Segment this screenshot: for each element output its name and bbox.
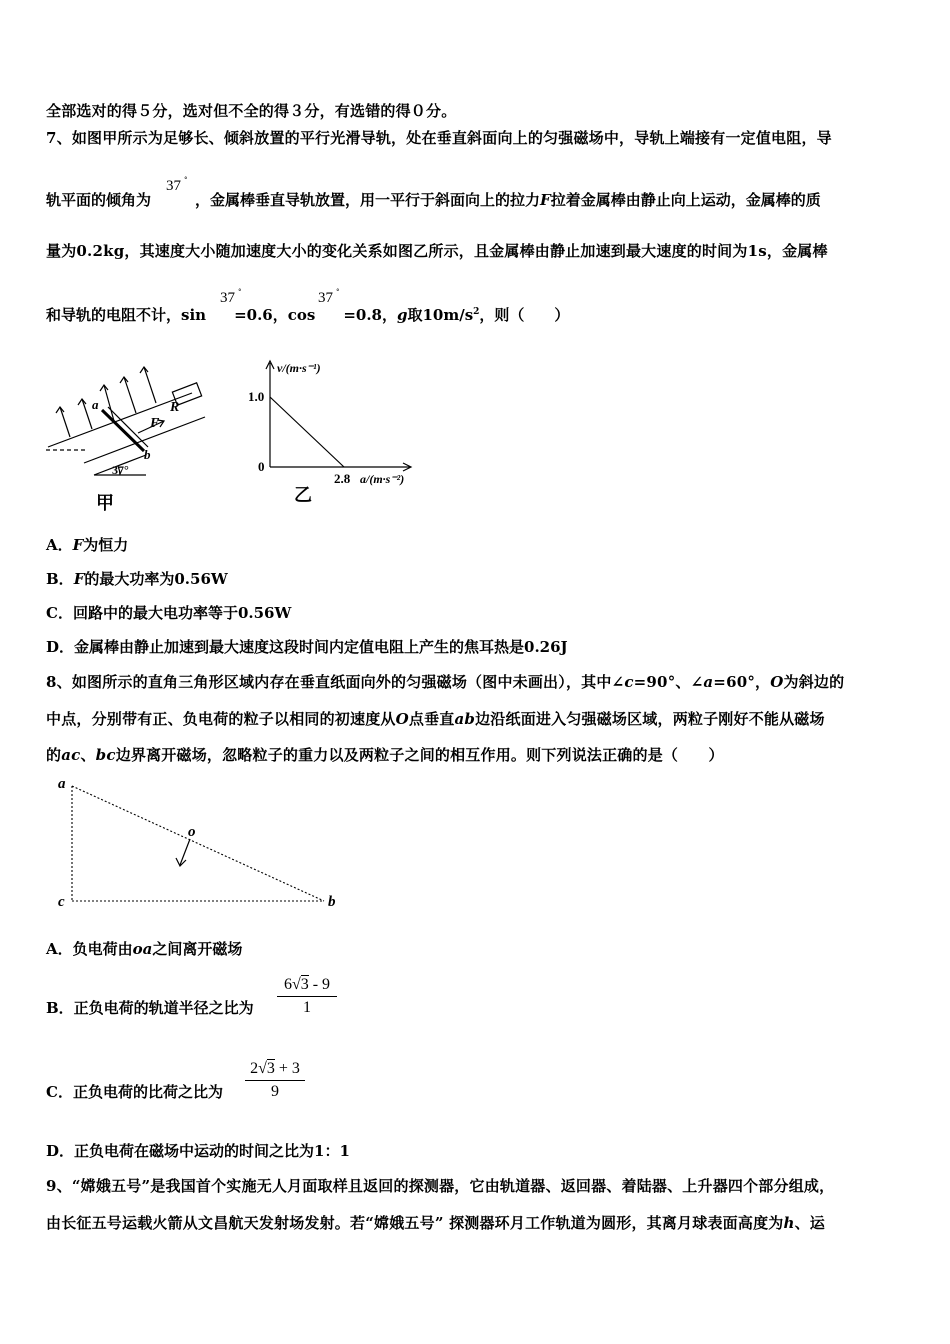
q8-line3 bbox=[46, 745, 906, 765]
q8-option-d: D．正负电荷在磁场中运动的时间之比为1：1 bbox=[46, 1142, 350, 1160]
tri-label-a: a bbox=[58, 776, 66, 792]
label-R: R bbox=[170, 400, 180, 415]
q8-var-ac: ac bbox=[61, 746, 81, 764]
q8-line2 bbox=[46, 709, 906, 729]
field-arrows bbox=[56, 367, 156, 437]
q8-line3-a: 的 bbox=[46, 746, 62, 764]
sqrt-sign-c: √ bbox=[258, 1060, 267, 1077]
q8-b-coef: 6 bbox=[283, 976, 292, 993]
label-a: a bbox=[92, 397, 99, 412]
q8-line1 bbox=[46, 672, 906, 692]
q8-line2-a: 中点，分别带有正、负电荷的粒子以相同的初速度从 bbox=[46, 710, 396, 728]
q7-option-b-var: F bbox=[73, 570, 85, 588]
q9-line2-post: 、运 bbox=[794, 1214, 825, 1232]
q8-line2-c: 边沿纸面进入匀强磁场区域，两粒子刚好不能从磁场 bbox=[475, 710, 825, 728]
q8-option-b-fraction bbox=[277, 976, 337, 1017]
q7-line4-end: ，则（ ） bbox=[479, 306, 570, 324]
q7-line4-post: 取10m/s bbox=[407, 306, 474, 324]
q7-line4 bbox=[46, 302, 569, 325]
q7-var-g: g bbox=[396, 306, 408, 324]
q8-option-a-post: 之间离开磁场 bbox=[152, 940, 243, 958]
figure-jia bbox=[40, 355, 220, 520]
x-tick: 2.8 bbox=[334, 471, 351, 486]
q7-option-c-text: 回路中的最大电功率等于0.56W bbox=[72, 604, 292, 622]
x-axis-label: a/(m·s⁻²) bbox=[360, 472, 405, 486]
q8-c-coef: 2 bbox=[250, 1060, 259, 1077]
vel-accel-line bbox=[270, 397, 344, 467]
q8-var-O-2: O bbox=[395, 710, 409, 728]
sqrt-sign-b: √ bbox=[291, 976, 301, 993]
q8-line3-c: 边界离开磁场，忽略粒子的重力以及两粒子之间的相互作用。则下列说法正确的是（ ） bbox=[115, 746, 724, 764]
q8-option-c-fraction bbox=[245, 1060, 305, 1101]
figure-triangle bbox=[50, 770, 350, 915]
q7-line4-mid2: =0.8， bbox=[343, 306, 397, 324]
q7-angle-37-b: 37 bbox=[220, 290, 235, 306]
q7-var-F: F bbox=[540, 191, 551, 209]
q7-option-d-letter: D． bbox=[46, 638, 75, 656]
q7-option-c-letter: C． bbox=[46, 604, 73, 622]
figure-yi bbox=[240, 355, 440, 520]
tri-label-b: b bbox=[328, 894, 336, 910]
tri-label-o: o bbox=[188, 824, 196, 840]
label-37: 37° bbox=[112, 463, 129, 477]
label-jia: 甲 bbox=[96, 493, 114, 513]
q8-var-ab: ab bbox=[454, 710, 476, 728]
origin-label: 0 bbox=[258, 459, 265, 474]
q7-angle-degree-c: ° bbox=[336, 288, 340, 296]
q7-option-a-text: 为恒力 bbox=[83, 536, 129, 554]
q9-line2-pre: 由长征五号运载火箭从文昌航天发射场发射。若“嫦娥五号” 探测器环月工作轨道为圆形，其离月球表面高度为 bbox=[46, 1214, 784, 1232]
q8-line1-b: =90°、∠ bbox=[633, 673, 704, 691]
q7-option-b-text: 的最大功率为0.56W bbox=[84, 570, 228, 588]
q7-line2-pre: 轨平面的倾角为 bbox=[46, 191, 152, 209]
q8-option-a bbox=[46, 939, 242, 959]
q8-b-tail: - 9 bbox=[312, 976, 331, 993]
q8-option-a-var: oa bbox=[132, 940, 153, 958]
q9-line2 bbox=[46, 1213, 906, 1233]
q8-c-denominator: 9 bbox=[245, 1080, 305, 1101]
q8-line1-a: 8、如图所示的直角三角形区域内存在垂直纸面向外的匀强磁场（图中未画出），其中∠ bbox=[46, 673, 625, 691]
label-b: b bbox=[144, 447, 151, 462]
hypotenuse-ab bbox=[72, 786, 324, 901]
q7-angle-37-a: 37 bbox=[166, 178, 181, 194]
q7-option-a-var: F bbox=[72, 536, 84, 554]
q7-option-b bbox=[46, 569, 228, 589]
q7-angle-degree-b: ° bbox=[238, 288, 242, 296]
tri-label-c: c bbox=[58, 894, 65, 910]
q8-option-c: C．正负电荷的比荷之比为 bbox=[46, 1083, 223, 1101]
y-tick: 1.0 bbox=[248, 389, 265, 404]
q7-line2 bbox=[46, 190, 821, 210]
q7-option-d-text: 金属棒由静止加速到最大速度这段时间内定值电阻上产生的焦耳热是0.26J bbox=[74, 638, 568, 656]
q7-line2-b: 拉着金属棒由静止向上运动，金属棒的质 bbox=[550, 191, 821, 209]
q7-line3: 量为0.2kg，其速度大小随加速度大小的变化关系如图乙所示，且金属棒由静止加速到最大速度的时间为1s，金属棒 bbox=[46, 242, 828, 260]
q8-c-radicand: 3 bbox=[266, 1060, 275, 1077]
q8-option-b: B．正负电荷的轨道半径之比为 bbox=[46, 999, 254, 1017]
q8-line2-b: 点垂直 bbox=[408, 710, 455, 728]
q8-c-tail: + 3 bbox=[278, 1060, 300, 1077]
q7-option-d bbox=[46, 637, 568, 657]
q7-line4-pre: 和导轨的电阻不计，sin bbox=[46, 306, 207, 324]
q7-line4-sup: 2 bbox=[473, 307, 480, 317]
intro-line: 全部选对的得５分，选对但不全的得３分，有选错的得０分。 bbox=[46, 102, 457, 120]
q9-line1: 9、“嫦娥五号”是我国首个实施无人月面取样且返回的探测器，它由轨道器、返回器、着陆器、上升器四个部分组成， bbox=[46, 1177, 835, 1195]
q7-angle-degree-a: ° bbox=[184, 176, 188, 184]
q8-line1-d: 为斜边的 bbox=[783, 673, 845, 691]
q8-line1-c: =60°， bbox=[713, 673, 771, 691]
q8-var-bc: bc bbox=[95, 746, 116, 764]
q8-var-O: O bbox=[770, 673, 784, 691]
label-yi: 乙 bbox=[294, 485, 312, 505]
q8-b-radicand: 3 bbox=[300, 976, 309, 993]
q7-line1: 7、如图甲所示为足够长、倾斜放置的平行光滑导轨，处在垂直斜面向上的匀强磁场中，导轨上端接有一定值电阻，导 bbox=[46, 129, 832, 147]
q8-var-a: a bbox=[703, 673, 714, 691]
q7-option-c bbox=[46, 603, 291, 623]
q7-angle-37-c: 37 bbox=[318, 290, 333, 306]
q7-line4-mid1: =0.6，cos bbox=[234, 306, 316, 324]
metal-rod-edge bbox=[108, 407, 148, 447]
q8-option-a-pre: A．负电荷由 bbox=[46, 940, 133, 958]
q9-var-h: h bbox=[783, 1214, 795, 1232]
y-axis-label: v/(m·s⁻¹) bbox=[277, 361, 321, 375]
metal-rod bbox=[102, 410, 144, 451]
q7-option-a bbox=[46, 535, 128, 555]
q7-line2-a: ，金属棒垂直导轨放置，用一平行于斜面向上的拉力 bbox=[195, 191, 541, 209]
q7-option-a-letter: A． bbox=[46, 536, 73, 554]
q8-line3-b: 、 bbox=[80, 746, 96, 764]
q7-option-b-letter: B． bbox=[46, 570, 74, 588]
q8-b-denominator: 1 bbox=[277, 996, 337, 1017]
label-F: F bbox=[150, 416, 160, 431]
q8-var-c: c bbox=[624, 673, 634, 691]
